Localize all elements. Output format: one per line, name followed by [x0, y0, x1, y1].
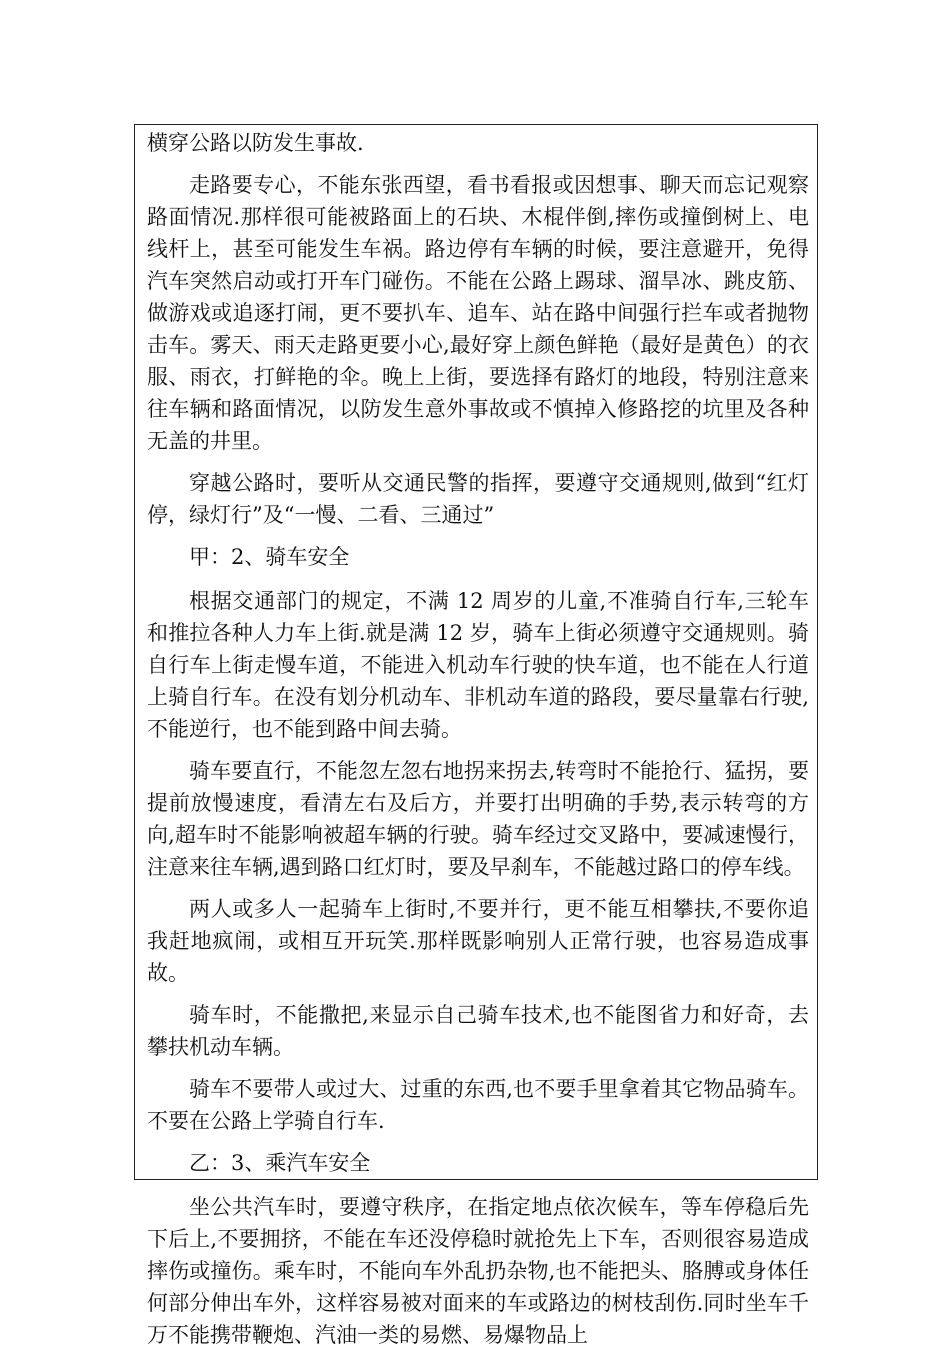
- paragraph-5: 根据交通部门的规定，不满 12 周岁的儿童,不准骑自行车,三轮车和推拉各种人力车上街.就是满 12 岁，骑车上街必须遵守交通规则。骑自行车上街走慢车道，不能进入机动车行驶的快车道，也不能在人行道上骑自行车。在没有划分机动车、非机动车道的路段，要尽量靠右行驶,不能逆行，也不能到路中间去骑。: [147, 589, 809, 741]
- document-frame: [134, 124, 818, 1347]
- section-heading-bicycle-safety: 甲：2、骑车安全: [189, 545, 350, 569]
- paragraph-2: 走路要专心，不能东张西望，看书看报或因想事、聊天而忘记观察路面情况.那样很可能被路面上的石块、木棍伴倒,摔伤或撞倒树上、电线杆上，甚至可能发生车祸。路边停有车辆的时候，要注意避开，免得汽车突然启动或打开车门碰伤。不能在公路上踢球、溜旱冰、跳皮筋、做游戏或追逐打闹，更不要扒车、追车、站在路中间强行拦车或者抛物击车。雾天、雨天走路更要小心,最好穿上颜色鲜艳（最好是黄色）的衣服、雨衣，打鲜艳的伞。晚上上街，要选择有路灯的地段，特别注意来往车辆和路面情况，以防发生意外事故或不慎掉入修路挖的坑里及各种无盖的井里。: [147, 173, 809, 453]
- paragraph-9: 骑车不要带人或过大、过重的东西,也不要手里拿着其它物品骑车。不要在公路上学骑自行车.: [147, 1077, 809, 1133]
- section-heading-bus-safety: 乙：3、乘汽车安全: [189, 1151, 371, 1175]
- paragraph-3: 穿越公路时，要听从交通民警的指挥，要遵守交通规则,做到“红灯停，绿灯行”及“一慢、二看、三通过”: [147, 471, 809, 527]
- paragraph-11: 坐公共汽车时，要遵守秩序，在指定地点依次候车，等车停稳后先下后上,不要拥挤，不能在车还没停稳时就抢先上下车，否则很容易造成摔伤或撞伤。乘车时，不能向车外乱扔杂物,也不能把头、胳膊或身体任何部分伸出车外，这样容易被对面来的车或路边的树枝刮伤.同时坐车千万不能携带鞭炮、汽油一类的易燃、易爆物品上: [147, 1195, 809, 1347]
- paragraph-1: 横穿公路以防发生事故.: [147, 131, 364, 155]
- paragraph-6: 骑车要直行，不能忽左忽右地拐来拐去,转弯时不能抢行、猛拐，要提前放慢速度，看清左右及后方，并要打出明确的手势,表示转弯的方向,超车时不能影响被超车辆的行驶。骑车经过交叉路中，要减速慢行，注意来往车辆,遇到路口红灯时，要及早刹车，不能越过路口的停车线。: [147, 759, 809, 879]
- paragraph-8: 骑车时，不能撒把,来显示自己骑车技术,也不能图省力和好奇，去攀扶机动车辆。: [147, 1003, 809, 1059]
- paragraph-7: 两人或多人一起骑车上街时,不要并行，更不能互相攀扶,不要你追我赶地疯闹，或相互开玩笑.那样既影响别人正常行驶，也容易造成事故。: [147, 897, 809, 985]
